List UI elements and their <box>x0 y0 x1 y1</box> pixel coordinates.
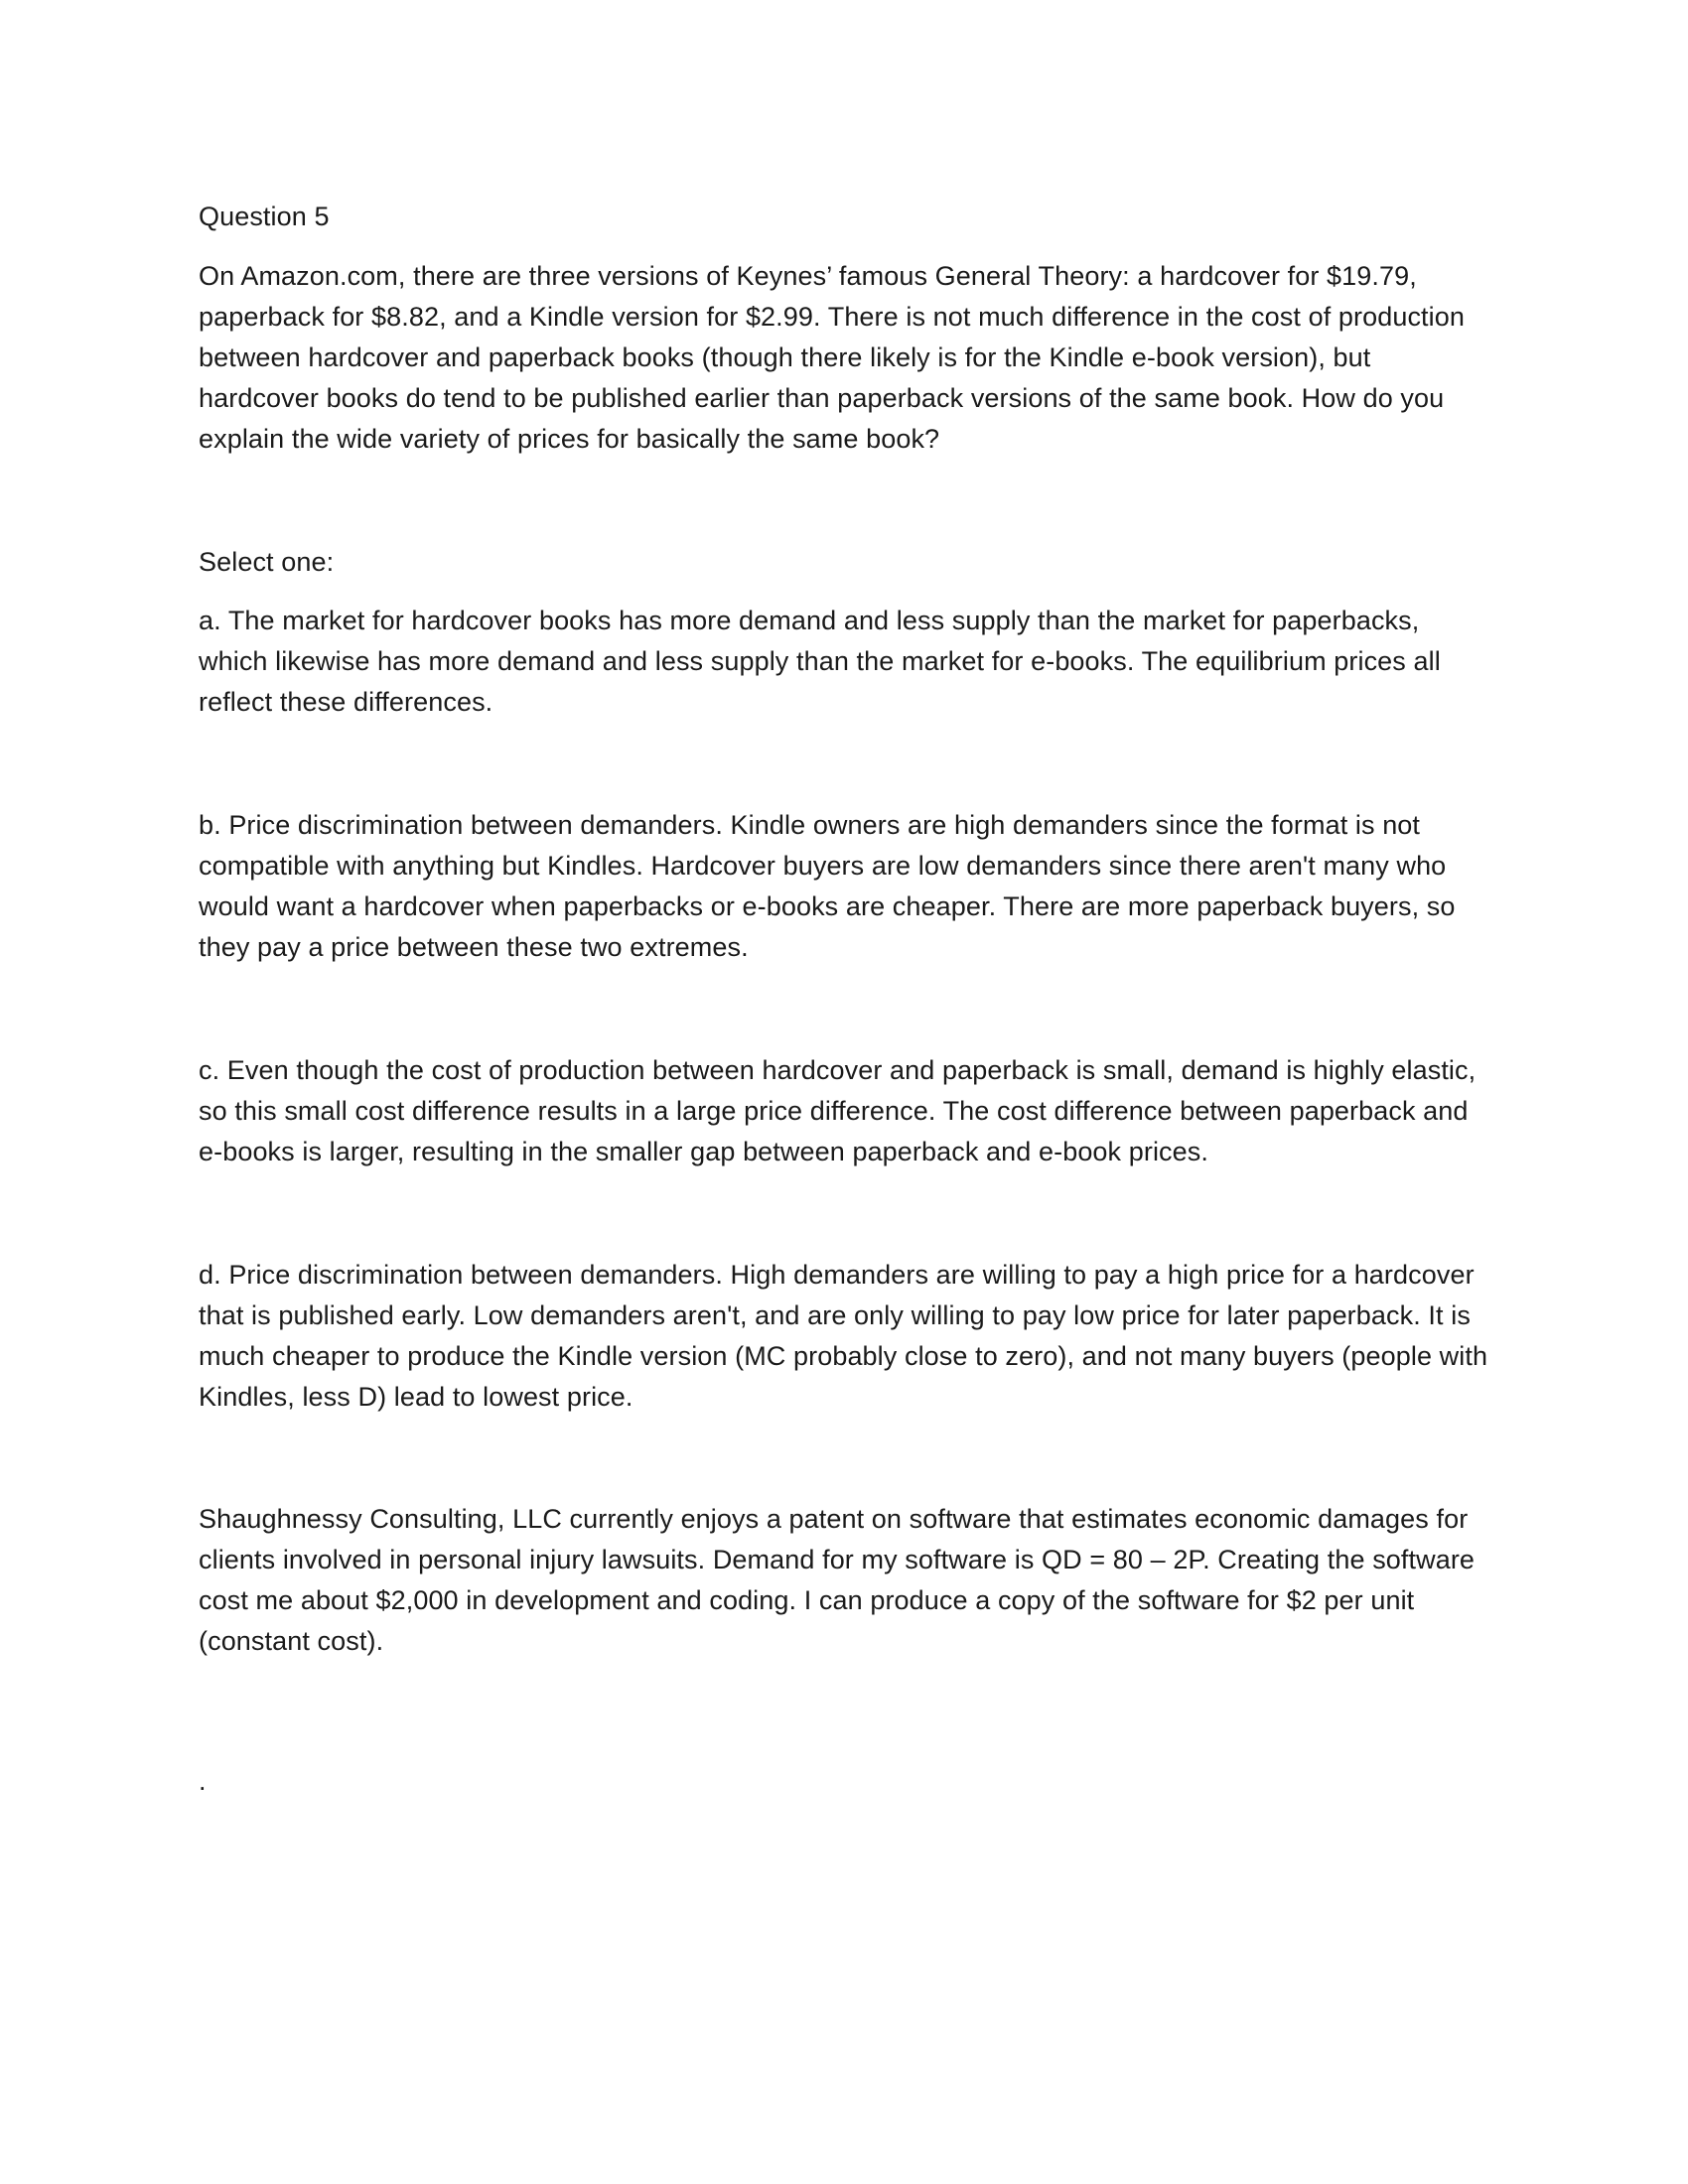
spacer <box>199 1418 1489 1499</box>
spacer <box>199 723 1489 805</box>
scenario-paragraph: Shaughnessy Consulting, LLC currently enjoys a patent on software that estimates economic damages for clients involved in personal injury lawsuits. Demand for my software is QD = 80 – 2P. Creating the software cost me about $2,000 in development and coding. I can produce a copy of the software for $2 per unit (constant cost). <box>199 1504 1476 1656</box>
spacer <box>199 460 1489 542</box>
question-stem: On Amazon.com, there are three versions of Keynes’ famous General Theory: a hardcover for $19.79, paperback for $8.82, and a Kindle version for $2.99. There is not much difference in the cost of production between hardcover and paperback books (though there likely is for the Kindle e-book version), but hardcover books do tend to be published earlier than paperback versions of the same book. How do you explain the wide variety of prices for basically the same book? <box>199 261 1465 454</box>
answer-option-a: a. The market for hardcover books has more demand and less supply than the market for paperbacks, which likewise has more demand and less supply than the market for e-books. The equilibrium prices all reflect these differences. <box>199 606 1441 717</box>
spacer <box>199 1172 1489 1255</box>
answer-option-b: b. Price discrimination between demanders. Kindle owners are high demanders since the format is not compatible with anything but Kindles. Hardcover buyers are low demanders since there aren't many who would want a hardcover when paperbacks or e-books are cheaper. There are more paperback buyers, so they pay a price between these two extremes. <box>199 810 1456 962</box>
spacer <box>199 968 1489 1050</box>
question-title: Question 5 <box>199 202 330 231</box>
document-page <box>199 197 1489 1802</box>
trailing-period: . <box>199 1766 207 1796</box>
answer-option-c: c. Even though the cost of production between hardcover and paperback is small, demand is highly elastic, so this small cost difference results in a large price difference. The cost difference between paperback and e-books is larger, resulting in the smaller gap between paperback and e-book prices. <box>199 1055 1477 1166</box>
spacer <box>199 1662 1489 1761</box>
answer-option-d: d. Price discrimination between demanders. High demanders are willing to pay a high price for a hardcover that is published early. Low demanders aren't, and are only willing to pay low price for later paperback. It is much cheaper to produce the Kindle version (MC probably close to zero), and not many buyers (people with Kindles, less D) lead to lowest price. <box>199 1260 1488 1412</box>
select-one-label: Select one: <box>199 547 335 577</box>
